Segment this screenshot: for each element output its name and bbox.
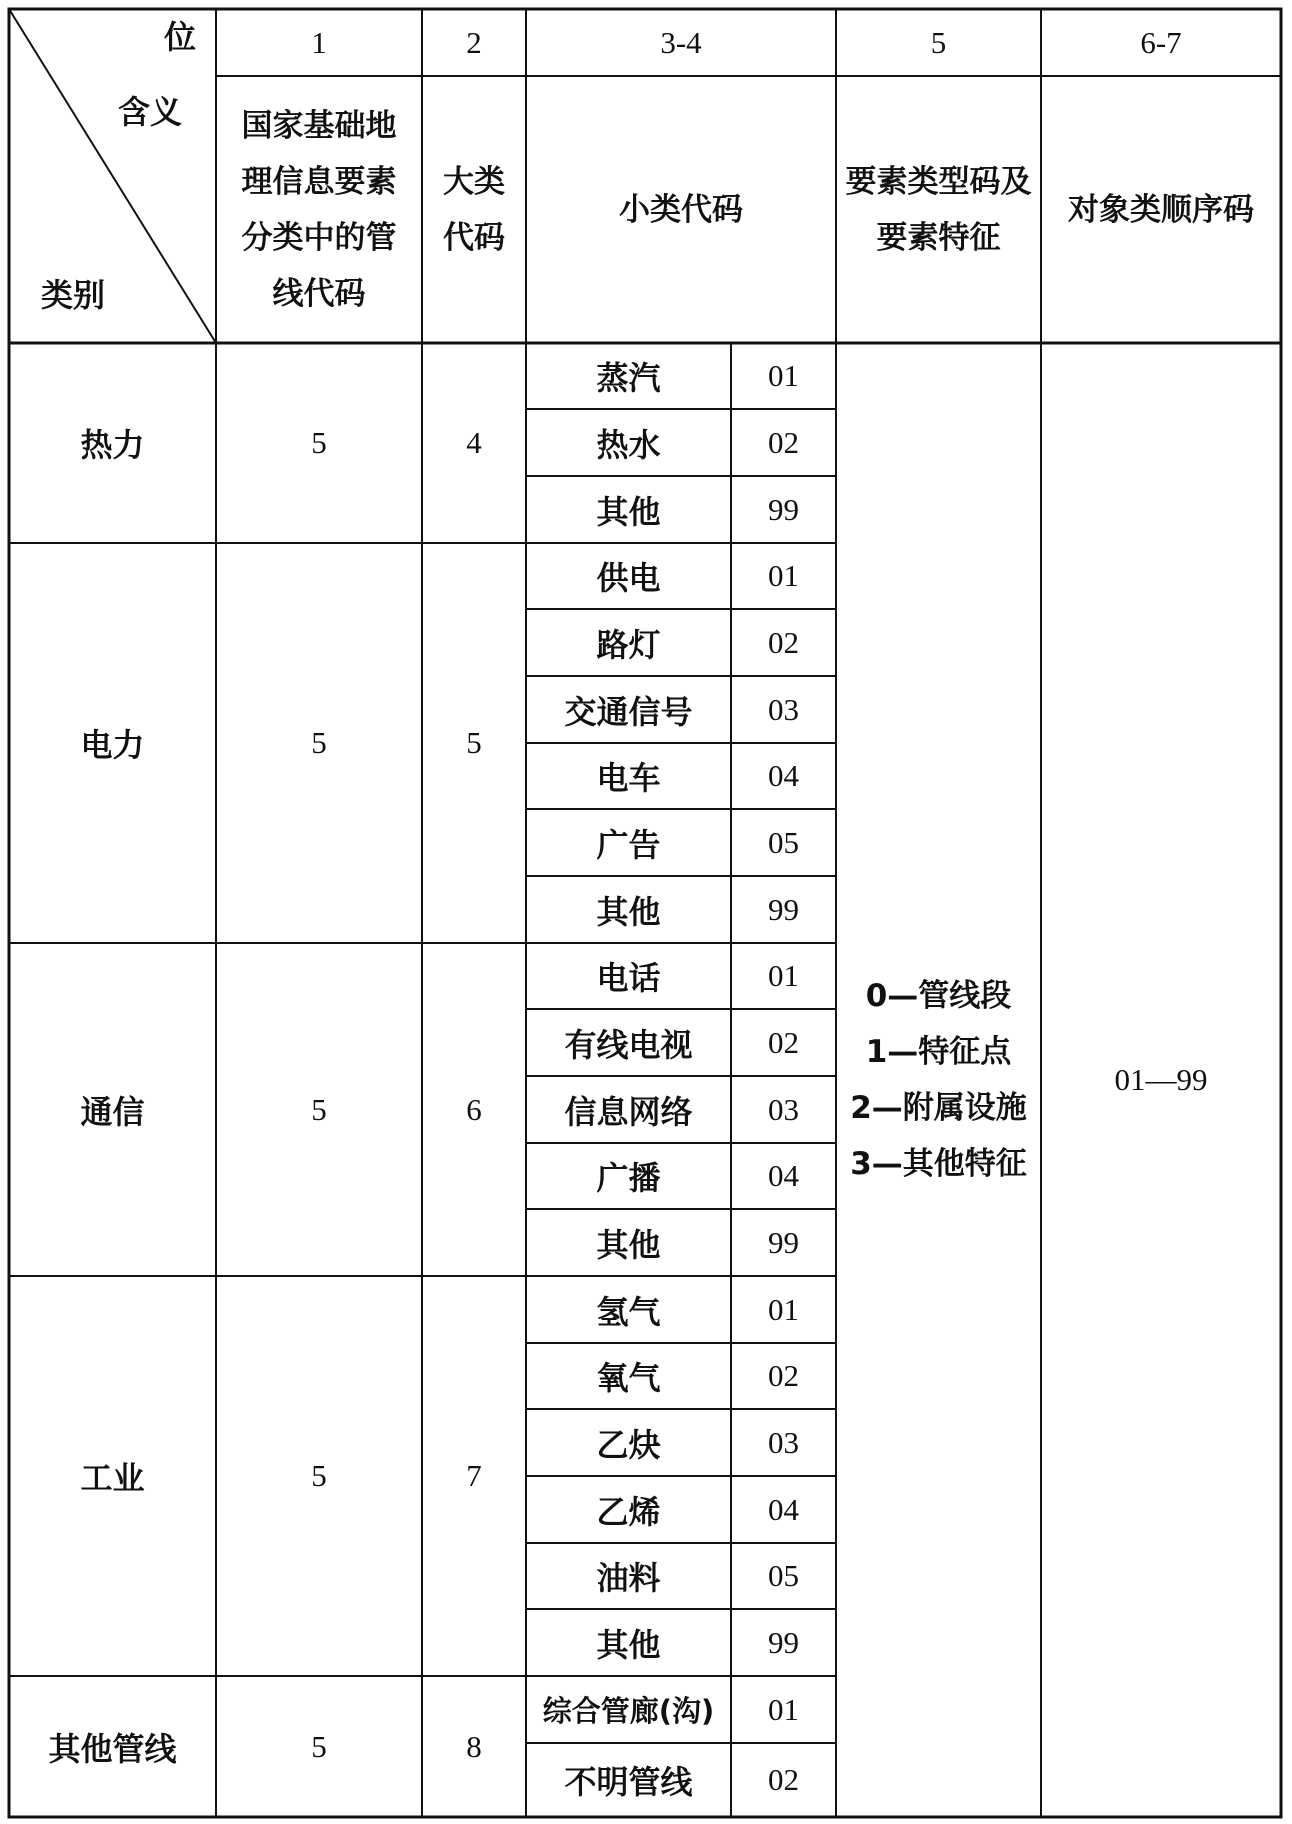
group-name: 热力 bbox=[80, 426, 145, 464]
group-code1: 5 bbox=[311, 1728, 327, 1764]
item-label: 乙炔 bbox=[596, 1425, 661, 1464]
item-label: 其他 bbox=[596, 892, 661, 931]
corner-category-label: 类别 bbox=[40, 276, 105, 314]
item-label: 电车 bbox=[596, 759, 661, 797]
item-code: 02 bbox=[768, 424, 799, 460]
feature-code-line: 2—附属设施 bbox=[850, 1090, 1027, 1126]
item-label: 信息网络 bbox=[564, 1092, 693, 1131]
item-label: 广告 bbox=[596, 825, 661, 864]
item-label: 广播 bbox=[596, 1159, 661, 1197]
item-label: 有线电视 bbox=[564, 1025, 693, 1064]
position-5: 5 bbox=[930, 24, 947, 60]
group-code1: 5 bbox=[311, 725, 327, 760]
item-code: 99 bbox=[768, 1624, 799, 1660]
item-code: 01 bbox=[768, 558, 799, 593]
item-code: 01 bbox=[768, 358, 799, 393]
meaning-col-5: 要素类型码及 要素特征 bbox=[845, 163, 1032, 256]
item-label: 综合管廊(沟) bbox=[542, 1694, 715, 1728]
item-label: 交通信号 bbox=[564, 692, 693, 731]
group-name: 工业 bbox=[80, 1459, 145, 1497]
item-code: 02 bbox=[768, 1358, 799, 1393]
group-name: 其他管线 bbox=[48, 1729, 177, 1768]
item-label: 热水 bbox=[596, 425, 661, 464]
group-code1: 5 bbox=[311, 1091, 327, 1127]
group-code1: 5 bbox=[311, 1458, 327, 1493]
item-label: 电话 bbox=[596, 959, 661, 997]
item-code: 05 bbox=[768, 824, 799, 860]
group-code2: 5 bbox=[466, 725, 482, 760]
feature-code-line: 1—特征点 bbox=[865, 1034, 1012, 1070]
item-label: 不明管线 bbox=[564, 1763, 693, 1801]
item-label: 其他 bbox=[596, 1225, 661, 1264]
item-label: 氧气 bbox=[596, 1359, 661, 1397]
item-code: 01 bbox=[768, 1291, 799, 1327]
item-label: 供电 bbox=[596, 559, 661, 597]
item-code: 99 bbox=[768, 491, 799, 527]
position-1: 1 bbox=[311, 24, 327, 60]
corner-meaning-label: 含义 bbox=[117, 93, 182, 131]
meaning-col-1: 国家基础地 理信息要素 分类中的管 线代码 bbox=[241, 107, 397, 312]
group-code2: 8 bbox=[466, 1728, 482, 1764]
meaning-col-2: 大类 代码 bbox=[443, 163, 505, 256]
feature-code-line: 0—管线段 bbox=[865, 978, 1012, 1014]
item-label: 其他 bbox=[596, 1625, 661, 1664]
item-label: 其他 bbox=[596, 492, 661, 531]
meaning-col-6-7: 对象类顺序码 bbox=[1068, 191, 1254, 228]
group-code1: 5 bbox=[311, 425, 327, 460]
feature-codes bbox=[836, 343, 1041, 1817]
item-label: 蒸汽 bbox=[596, 359, 661, 397]
group-code2: 7 bbox=[466, 1458, 482, 1493]
item-code: 02 bbox=[768, 1024, 799, 1060]
item-code: 02 bbox=[768, 1762, 799, 1797]
item-label: 路灯 bbox=[596, 625, 661, 664]
item-code: 02 bbox=[768, 624, 799, 660]
item-code: 99 bbox=[768, 1224, 799, 1260]
item-code: 03 bbox=[768, 1424, 799, 1460]
group-code2: 4 bbox=[466, 425, 482, 460]
position-2: 2 bbox=[466, 24, 482, 60]
feature-code-line: 3—其他特征 bbox=[850, 1146, 1027, 1182]
group-name: 电力 bbox=[80, 726, 145, 764]
item-label: 油料 bbox=[596, 1559, 661, 1597]
sequence-range: 01—99 bbox=[1114, 1062, 1208, 1097]
item-code: 04 bbox=[768, 1491, 799, 1527]
position-6-7: 6-7 bbox=[1140, 24, 1182, 60]
item-code: 04 bbox=[768, 1158, 799, 1193]
item-code: 05 bbox=[768, 1558, 799, 1593]
group-code2: 6 bbox=[466, 1091, 482, 1127]
item-label: 乙烯 bbox=[596, 1492, 661, 1531]
item-code: 03 bbox=[768, 1091, 799, 1127]
item-code: 01 bbox=[768, 958, 799, 993]
item-code: 01 bbox=[768, 1691, 799, 1727]
item-label: 氢气 bbox=[596, 1292, 661, 1331]
meaning-col-3-4: 小类代码 bbox=[619, 191, 743, 228]
item-code: 03 bbox=[768, 691, 799, 727]
corner-position-label: 位 bbox=[163, 18, 196, 56]
group-name: 通信 bbox=[80, 1092, 145, 1131]
position-3-4: 3-4 bbox=[660, 24, 702, 60]
item-code: 99 bbox=[768, 891, 799, 927]
item-code: 04 bbox=[768, 758, 799, 793]
